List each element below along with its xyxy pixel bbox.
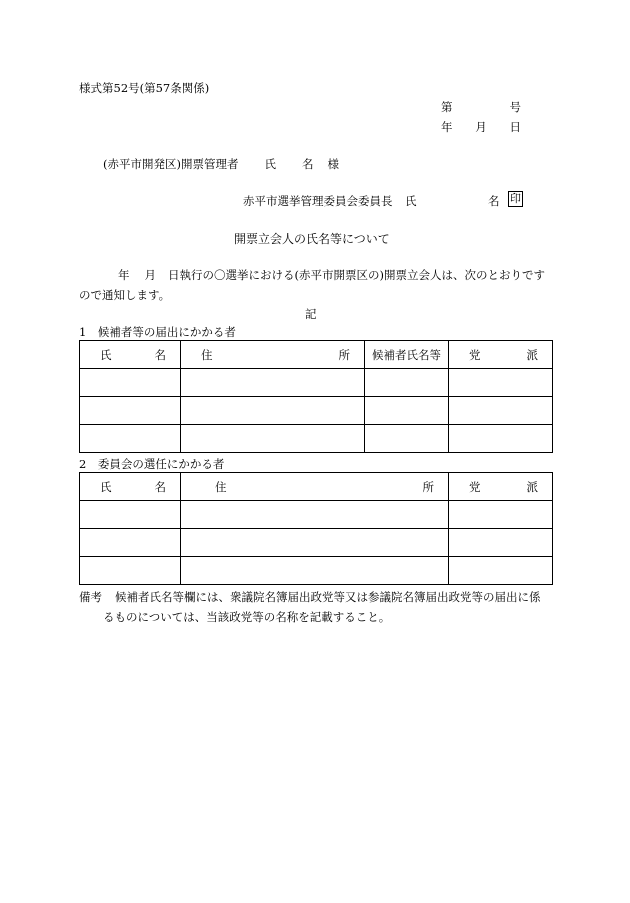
- table-cell[interactable]: [181, 501, 449, 529]
- addressee-mei: 名: [301, 157, 314, 171]
- table-1-header-row: [80, 341, 553, 369]
- document-title: 開票立会人の氏名等について: [234, 232, 390, 246]
- table-cell[interactable]: [449, 529, 553, 557]
- table-cell[interactable]: [449, 425, 553, 453]
- table-cell[interactable]: [449, 501, 553, 529]
- year-label: 年: [441, 120, 453, 134]
- table-1-header-party: 党 派: [449, 341, 553, 369]
- table-cell[interactable]: [449, 557, 553, 585]
- table-cell[interactable]: [365, 425, 449, 453]
- table-1-header-candidate: 候補者氏名等: [365, 341, 449, 369]
- table-cell[interactable]: [365, 397, 449, 425]
- table-cell[interactable]: [80, 397, 181, 425]
- table-2-header-address: 住 所: [181, 473, 449, 501]
- table-row: [80, 529, 553, 557]
- remarks-label: 備考: [79, 590, 102, 604]
- sender-shi: 氏: [405, 194, 417, 208]
- table-cell[interactable]: [181, 425, 365, 453]
- table-cell[interactable]: [80, 529, 181, 557]
- go-label: 号: [509, 100, 521, 114]
- table-cell[interactable]: [80, 425, 181, 453]
- sender-title: 赤平市選挙管理委員会委員長: [243, 194, 393, 208]
- table-row: [80, 425, 553, 453]
- body-line-2: ので通知します。: [79, 288, 171, 302]
- body-line-1: [118, 267, 545, 283]
- table-cell[interactable]: [181, 369, 365, 397]
- table-cell[interactable]: [449, 397, 553, 425]
- table-1-header-name: 氏 名: [80, 341, 181, 369]
- sender-mei: 名: [488, 194, 500, 208]
- addressee-line: [103, 156, 339, 172]
- day-label: 日: [509, 120, 521, 134]
- table-row: [80, 557, 553, 585]
- table-row: [80, 501, 553, 529]
- table-cell[interactable]: [181, 557, 449, 585]
- table-cell[interactable]: [449, 369, 553, 397]
- ki-label: 記: [305, 307, 317, 321]
- table-1-header-address: 住 所: [181, 341, 365, 369]
- table-cell[interactable]: [80, 369, 181, 397]
- addressee-sama: 様: [327, 157, 339, 171]
- section-2-label: 2 委員会の選任にかかる者: [79, 457, 225, 471]
- table-2-header-party: 党 派: [449, 473, 553, 501]
- body-year: 年: [118, 268, 130, 282]
- section-1-label: 1 候補者等の届出にかかる者: [79, 325, 236, 339]
- body-month: 月: [144, 268, 156, 282]
- form-number: 様式第52号(第57条関係): [79, 81, 210, 95]
- table-row: [80, 369, 553, 397]
- remarks-line-2: るものについては、当該政党等の名称を記載すること。: [103, 610, 391, 624]
- date-line: [441, 119, 521, 135]
- table-cell[interactable]: [80, 501, 181, 529]
- table-cell[interactable]: [181, 397, 365, 425]
- table-row: [80, 397, 553, 425]
- table-2-header-row: [80, 473, 553, 501]
- seal-label: 印: [510, 192, 521, 205]
- addressee-shi: 氏: [264, 157, 276, 171]
- table-cell[interactable]: [365, 369, 449, 397]
- remarks-line-1: 候補者氏名等欄には、衆議院名簿届出政党等又は参議院名簿届出政党等の届出に係: [115, 590, 541, 604]
- table-candidate-nominees: [79, 340, 553, 453]
- dai-label: 第: [441, 100, 453, 114]
- table-cell[interactable]: [80, 557, 181, 585]
- seal-mark: [505, 191, 523, 207]
- document-number-line: [441, 99, 521, 115]
- addressee-org: (赤平市開発区)開票管理者: [103, 157, 239, 171]
- table-committee-appointees: [79, 472, 553, 585]
- table-cell[interactable]: [181, 529, 449, 557]
- body-line-1-rest: 日執行の〇選挙における(赤平市開票区の)開票立会人は、次のとおりです: [168, 268, 545, 282]
- month-label: 月: [475, 120, 487, 134]
- table-2-header-name: 氏 名: [80, 473, 181, 501]
